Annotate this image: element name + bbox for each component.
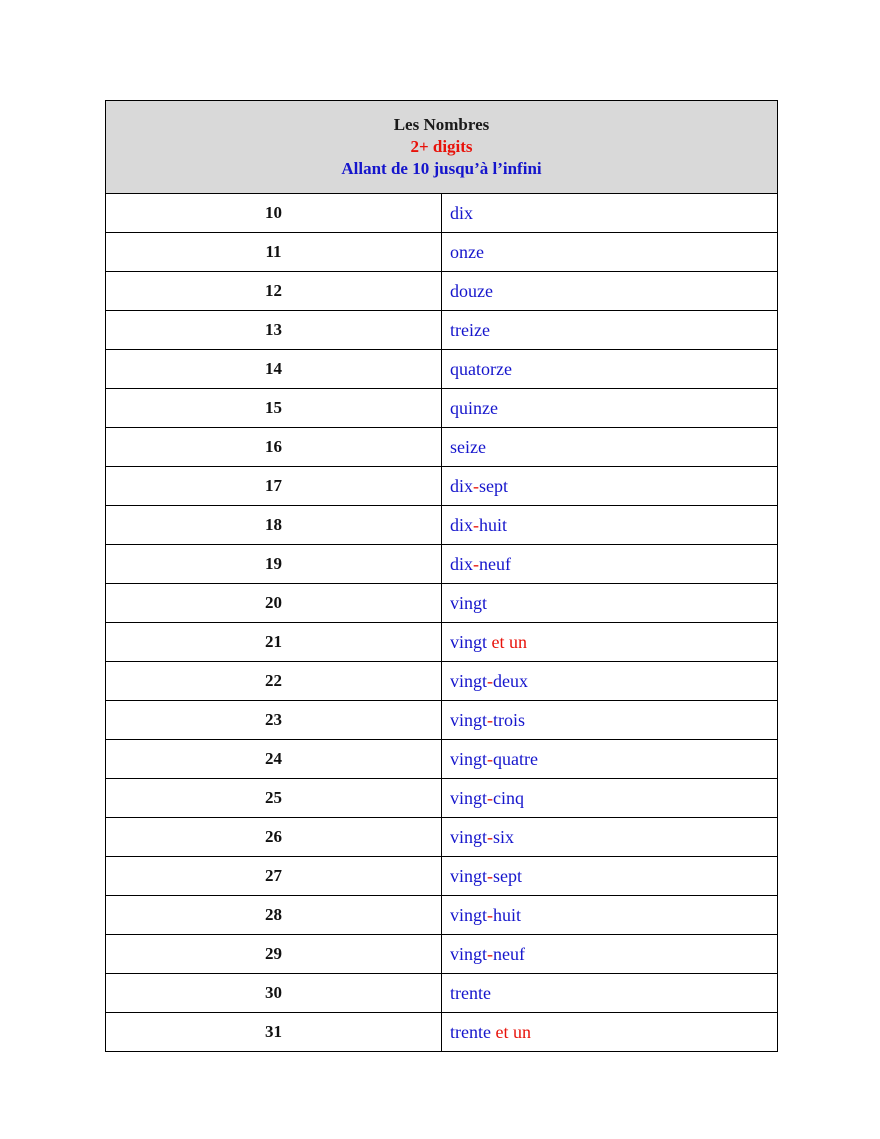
- word-segment: cinq: [493, 787, 525, 808]
- word-segment: quatre: [493, 748, 538, 769]
- word-cell: [442, 506, 778, 545]
- word-segment: -: [487, 748, 494, 769]
- number-cell: 30: [106, 974, 442, 1013]
- word-segment: dix: [450, 553, 474, 574]
- word-segment: et un: [490, 1021, 531, 1042]
- number-cell: 25: [106, 779, 442, 818]
- word-cell: [442, 272, 778, 311]
- number-cell: 29: [106, 935, 442, 974]
- number-cell: 14: [106, 350, 442, 389]
- word-cell: [442, 896, 778, 935]
- word-segment: six: [493, 826, 515, 847]
- word-segment: -: [487, 709, 494, 730]
- word-cell: [442, 662, 778, 701]
- table-subtitle: 2+ digits: [410, 136, 473, 156]
- number-cell: 20: [106, 584, 442, 623]
- word-segment: vingt: [450, 904, 488, 925]
- word-segment: vingt: [450, 709, 488, 730]
- table-row: [106, 662, 778, 701]
- word-segment: vingt: [450, 943, 488, 964]
- word-segment: vingt: [450, 787, 488, 808]
- table-row: [106, 623, 778, 662]
- number-cell: 11: [106, 233, 442, 272]
- number-cell: 18: [106, 506, 442, 545]
- word-cell: [442, 350, 778, 389]
- table-row: [106, 584, 778, 623]
- number-cell: 22: [106, 662, 442, 701]
- number-cell: 19: [106, 545, 442, 584]
- word-segment: douze: [450, 280, 493, 301]
- numbers-table: [105, 100, 778, 1052]
- number-cell: 26: [106, 818, 442, 857]
- word-segment: vingt: [450, 631, 488, 652]
- number-cell: 13: [106, 311, 442, 350]
- word-segment: -: [473, 553, 480, 574]
- table-row: [106, 857, 778, 896]
- word-segment: vingt: [450, 826, 488, 847]
- table-head: [106, 101, 778, 194]
- header-row: [106, 101, 778, 194]
- table-row: [106, 974, 778, 1013]
- number-cell: 12: [106, 272, 442, 311]
- table-row: [106, 194, 778, 233]
- word-segment: huit: [493, 904, 522, 925]
- word-cell: [442, 545, 778, 584]
- number-cell: 23: [106, 701, 442, 740]
- table-row: [106, 896, 778, 935]
- word-cell: [442, 623, 778, 662]
- number-cell: 28: [106, 896, 442, 935]
- table-row: [106, 350, 778, 389]
- number-cell: 17: [106, 467, 442, 506]
- table-body: [106, 194, 778, 1052]
- table-row: [106, 545, 778, 584]
- word-cell: [442, 194, 778, 233]
- word-cell: [442, 428, 778, 467]
- table-row: [106, 311, 778, 350]
- word-cell: [442, 389, 778, 428]
- table-title: Les Nombres: [393, 114, 490, 134]
- word-segment: quatorze: [450, 358, 512, 379]
- word-segment: -: [487, 787, 494, 808]
- word-cell: [442, 233, 778, 272]
- number-cell: 27: [106, 857, 442, 896]
- table-range-note: Allant de 10 jusqu’à l’infini: [341, 159, 542, 179]
- table-row: [106, 1013, 778, 1052]
- word-segment: neuf: [479, 553, 511, 574]
- word-segment: treize: [450, 319, 490, 340]
- word-segment: -: [487, 670, 494, 691]
- table-row: [106, 701, 778, 740]
- table-row: [106, 428, 778, 467]
- table-row: [106, 506, 778, 545]
- word-cell: [442, 311, 778, 350]
- word-segment: dix: [450, 202, 474, 223]
- word-segment: sept: [493, 865, 523, 886]
- word-cell: [442, 935, 778, 974]
- word-cell: [442, 779, 778, 818]
- word-cell: [442, 740, 778, 779]
- word-cell: [442, 1013, 778, 1052]
- number-cell: 10: [106, 194, 442, 233]
- word-segment: vingt: [450, 748, 488, 769]
- table-row: [106, 818, 778, 857]
- number-cell: 15: [106, 389, 442, 428]
- word-segment: seize: [450, 436, 486, 457]
- word-cell: [442, 584, 778, 623]
- table-row: [106, 935, 778, 974]
- table-row: [106, 233, 778, 272]
- word-cell: [442, 857, 778, 896]
- word-segment: quinze: [450, 397, 498, 418]
- word-segment: -: [487, 826, 494, 847]
- word-cell: [442, 818, 778, 857]
- word-segment: vingt: [450, 670, 488, 691]
- word-segment: -: [487, 865, 494, 886]
- table-row: [106, 389, 778, 428]
- word-segment: dix: [450, 475, 474, 496]
- number-cell: 21: [106, 623, 442, 662]
- word-segment: et un: [487, 631, 528, 652]
- number-cell: 24: [106, 740, 442, 779]
- word-segment: sept: [479, 475, 509, 496]
- word-segment: -: [473, 514, 480, 535]
- word-segment: vingt: [450, 592, 488, 613]
- word-segment: neuf: [493, 943, 525, 964]
- number-cell: 16: [106, 428, 442, 467]
- word-segment: trente: [450, 982, 491, 1003]
- number-cell: 31: [106, 1013, 442, 1052]
- word-segment: -: [473, 475, 480, 496]
- word-segment: -: [487, 943, 494, 964]
- word-segment: huit: [479, 514, 508, 535]
- word-segment: -: [487, 904, 494, 925]
- table-row: [106, 272, 778, 311]
- word-cell: [442, 467, 778, 506]
- table-row: [106, 779, 778, 818]
- table-row: [106, 740, 778, 779]
- word-segment: deux: [493, 670, 529, 691]
- word-segment: dix: [450, 514, 474, 535]
- word-segment: trois: [493, 709, 526, 730]
- word-segment: trente: [450, 1021, 491, 1042]
- word-cell: [442, 974, 778, 1013]
- word-segment: onze: [450, 241, 484, 262]
- table-header-cell: [106, 101, 778, 194]
- table-row: [106, 467, 778, 506]
- word-cell: [442, 701, 778, 740]
- word-segment: vingt: [450, 865, 488, 886]
